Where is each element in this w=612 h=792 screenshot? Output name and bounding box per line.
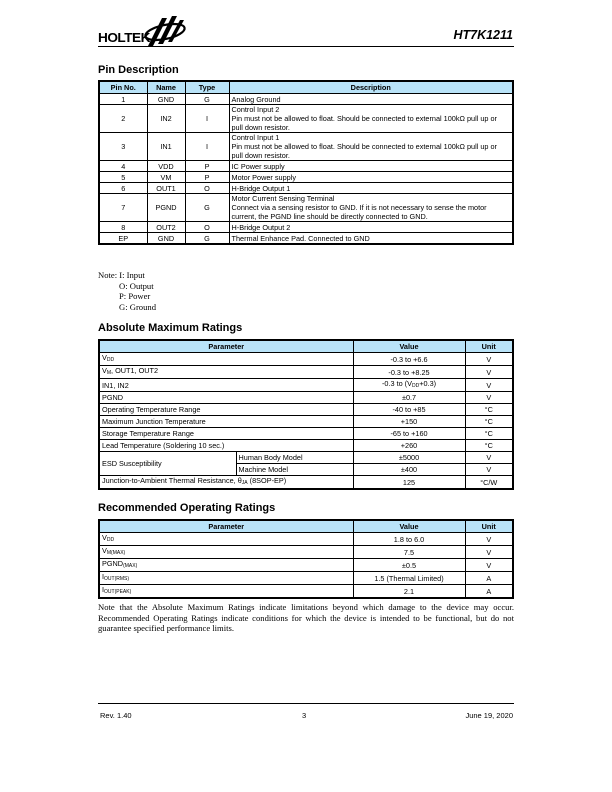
value-cell [353, 353, 465, 366]
table-row [99, 546, 513, 559]
pin-description [229, 194, 513, 222]
description-line: Analog Ground [231, 94, 281, 104]
pin-type-note [98, 270, 156, 312]
footer-revision: Rev. 1.40 [100, 711, 132, 720]
unit-cell: V [465, 559, 513, 572]
cell-text: Maximum Junction Temperature [102, 417, 206, 426]
table-row [99, 452, 513, 464]
table-row [99, 428, 513, 440]
logo-text: HOLTEK [98, 30, 150, 45]
cell-text: I [102, 585, 105, 594]
value-cell: ±400 [353, 464, 465, 476]
note-item: O: Output [119, 280, 154, 291]
pin-name: PGND [147, 194, 185, 222]
unit-cell: V [465, 533, 513, 546]
description-line: IC Power supply [231, 161, 285, 171]
pin-type: G [185, 194, 229, 222]
cell-text: V [102, 353, 107, 362]
parameter-cell [99, 353, 353, 366]
esd-model-cell: Machine Model [236, 464, 353, 476]
unit-cell: A [465, 585, 513, 599]
parameter-cell [99, 428, 353, 440]
unit-cell: °C [465, 416, 513, 428]
parameter-cell: ESD Susceptibility [99, 452, 236, 476]
column-header: Description [229, 81, 513, 94]
value-cell: 7.5 [353, 546, 465, 559]
pin-number: 3 [99, 133, 147, 161]
pin-name: OUT2 [147, 222, 185, 233]
pin-name: GND [147, 94, 185, 105]
table-row [99, 233, 513, 245]
pin-description [229, 222, 513, 233]
cell-text: PGND [102, 393, 124, 402]
pin-number: EP [99, 233, 147, 245]
pin-number: 5 [99, 172, 147, 183]
table-row [99, 222, 513, 233]
unit-cell: V [465, 464, 513, 476]
pin-description-heading: Pin Description [98, 64, 179, 76]
footer-date: June 19, 2020 [465, 711, 513, 720]
unit-cell: °C [465, 404, 513, 416]
value-cell [353, 366, 465, 379]
table-row [99, 559, 513, 572]
cell-subscript: JA [241, 480, 248, 486]
header-rule [98, 46, 514, 47]
description-line: H-Bridge Output 1 [231, 183, 291, 193]
cell-text: IN1, IN2 [102, 380, 129, 390]
parameter-cell [99, 559, 353, 572]
absolute-maximum-ratings-table [98, 339, 514, 490]
pin-description [229, 233, 513, 245]
description-line: Motor Power supply [231, 172, 296, 182]
cell-subscript: OUT(RMS) [104, 576, 130, 582]
description-line: Control Input 1 [231, 133, 280, 142]
cell-text: -0.3 to +6.6 [390, 354, 428, 364]
pin-number: 2 [99, 105, 147, 133]
value-cell [353, 416, 465, 428]
pin-type: G [185, 233, 229, 245]
value-cell [353, 404, 465, 416]
parameter-cell [99, 440, 353, 452]
description-line: Pin must not be allowed to float. Should be connected to external 100kΩ pull up or pull down resistor. [231, 142, 497, 160]
parameter-cell [99, 546, 353, 559]
pin-type: I [185, 105, 229, 133]
holtek-logo [98, 14, 188, 46]
cell-text: -65 to +160 [390, 429, 428, 438]
pin-type: G [185, 94, 229, 105]
description-line: Motor Current Sensing Terminal [231, 194, 335, 203]
table-row [99, 133, 513, 161]
pin-type: I [185, 133, 229, 161]
pin-description [229, 172, 513, 183]
esd-model-cell: Human Body Model [236, 452, 353, 464]
column-header: Name [147, 81, 185, 94]
cell-subscript: DD [106, 537, 115, 543]
table-row [99, 416, 513, 428]
pin-number: 6 [99, 183, 147, 194]
column-header: Parameter [99, 340, 353, 353]
cell-subscript: M [106, 370, 112, 376]
table-row [99, 366, 513, 379]
pin-type: O [185, 222, 229, 233]
table-row [99, 585, 513, 599]
cell-text: -0.3 to +8.25 [388, 367, 430, 377]
cell-text: V [102, 533, 107, 542]
table-row [99, 476, 513, 490]
value-cell: ±5000 [353, 452, 465, 464]
table-row [99, 572, 513, 585]
cell-text: I [102, 572, 105, 581]
cell-subscript: OUT(PEAK) [104, 589, 132, 595]
pin-number: 1 [99, 94, 147, 105]
unit-cell: V [465, 452, 513, 464]
parameter-cell [99, 585, 353, 599]
pin-name: IN2 [147, 105, 185, 133]
description-line: Connect via a sensing resistor to GND. If it is not necessary to sense the motor current, the PGND line should be directly connected to GND. [231, 203, 487, 221]
note-item: P: Power [119, 291, 151, 301]
parameter-cell [99, 476, 353, 490]
value-cell: 1.5 (Thermal Limited) [353, 572, 465, 585]
value-cell [353, 392, 465, 404]
parameter-cell [99, 379, 353, 392]
ratings-note-paragraph: Note that the Absolute Maximum Ratings indicate limitations beyond which damage to the device may occur. Recommended Operating Ratings indicate conditions for which the device is intended to be functional, but do not guarantee specified performance limits. [98, 602, 514, 633]
pin-name: VDD [147, 161, 185, 172]
table-row [99, 392, 513, 404]
recommended-operating-ratings-table [98, 519, 514, 599]
column-header: Unit [465, 340, 513, 353]
table-row [99, 353, 513, 366]
parameter-cell [99, 533, 353, 546]
value-cell [353, 379, 465, 392]
cell-text: (8SOP-EP) [247, 476, 287, 485]
footer-rule [98, 703, 514, 704]
description-line: Pin must not be allowed to float. Should be connected to external 100kΩ pull up or pull down resistor. [231, 114, 497, 132]
note-item: G: Ground [119, 301, 156, 312]
column-header: Type [185, 81, 229, 94]
value-cell: 1.8 to 6.0 [353, 533, 465, 546]
unit-cell: V [465, 366, 513, 379]
value-cell: ±0.5 [353, 559, 465, 572]
column-header: Value [353, 340, 465, 353]
pin-description-table [98, 80, 514, 245]
table-row [99, 533, 513, 546]
table-row [99, 161, 513, 172]
pin-description [229, 133, 513, 161]
table-row [99, 440, 513, 452]
parameter-cell [99, 572, 353, 585]
pin-description [229, 183, 513, 194]
pin-number: 8 [99, 222, 147, 233]
cell-text: Operating Temperature Range [102, 405, 201, 414]
logo-wing-icon [142, 14, 188, 46]
pin-description [229, 161, 513, 172]
unit-cell: °C/W [465, 476, 513, 490]
parameter-cell [99, 416, 353, 428]
pin-name: IN1 [147, 133, 185, 161]
value-cell: 2.1 [353, 585, 465, 599]
pin-type: O [185, 183, 229, 194]
description-line: Control Input 2 [231, 105, 280, 114]
document-id: HT7K1211 [453, 28, 513, 42]
cell-text: ±0.7 [401, 393, 417, 402]
column-header: Value [353, 520, 465, 533]
value-cell [353, 440, 465, 452]
pin-description [229, 94, 513, 105]
table-row [99, 172, 513, 183]
cell-text: +0.3) [419, 379, 437, 388]
value-cell [353, 428, 465, 440]
cell-subscript: DD [106, 357, 115, 363]
cell-text: Junction-to-Ambient Thermal Resistance, θ [102, 476, 242, 485]
table-row [99, 183, 513, 194]
unit-cell: V [465, 379, 513, 392]
description-line: Thermal Enhance Pad. Connected to GND [231, 233, 370, 243]
table-row [99, 94, 513, 105]
pin-name: OUT1 [147, 183, 185, 194]
cell-text: -40 to +85 [392, 405, 426, 414]
unit-cell: °C [465, 440, 513, 452]
column-header: Parameter [99, 520, 353, 533]
table-row [99, 105, 513, 133]
description-line: H-Bridge Output 2 [231, 222, 291, 232]
pin-number: 4 [99, 161, 147, 172]
unit-cell: V [465, 353, 513, 366]
table-row [99, 404, 513, 416]
cell-text: -0.3 to (V [381, 379, 412, 388]
column-header: Pin No. [99, 81, 147, 94]
recommended-operating-ratings-heading: Recommended Operating Ratings [98, 502, 276, 514]
value-cell: 125 [353, 476, 465, 490]
cell-text: Lead Temperature (Soldering 10 sec.) [102, 441, 225, 450]
table-row [99, 379, 513, 392]
pin-type: P [185, 172, 229, 183]
cell-text: +150 [400, 417, 418, 426]
unit-cell: V [465, 392, 513, 404]
cell-text: +260 [400, 441, 418, 450]
cell-subscript: (MAX) [123, 563, 138, 569]
pin-description [229, 105, 513, 133]
cell-text: , OUT1, OUT2 [111, 366, 159, 375]
table-row [99, 194, 513, 222]
pin-name: GND [147, 233, 185, 245]
parameter-cell [99, 404, 353, 416]
parameter-cell [99, 366, 353, 379]
pin-type: P [185, 161, 229, 172]
note-label: Note: [98, 270, 118, 280]
unit-cell: A [465, 572, 513, 585]
cell-text: PGND [102, 559, 124, 568]
parameter-cell [99, 392, 353, 404]
cell-text: V [102, 366, 107, 375]
cell-subscript: DD [411, 383, 420, 389]
pin-name: VM [147, 172, 185, 183]
footer-page-number: 3 [302, 711, 307, 720]
note-item: I: Input [119, 270, 145, 280]
cell-text: Storage Temperature Range [102, 429, 194, 438]
cell-subscript: M(MAX) [106, 550, 126, 556]
unit-cell: V [465, 546, 513, 559]
unit-cell: °C [465, 428, 513, 440]
column-header: Unit [465, 520, 513, 533]
pin-number: 7 [99, 194, 147, 222]
cell-text: V [102, 546, 107, 555]
absolute-maximum-ratings-heading: Absolute Maximum Ratings [98, 322, 243, 334]
